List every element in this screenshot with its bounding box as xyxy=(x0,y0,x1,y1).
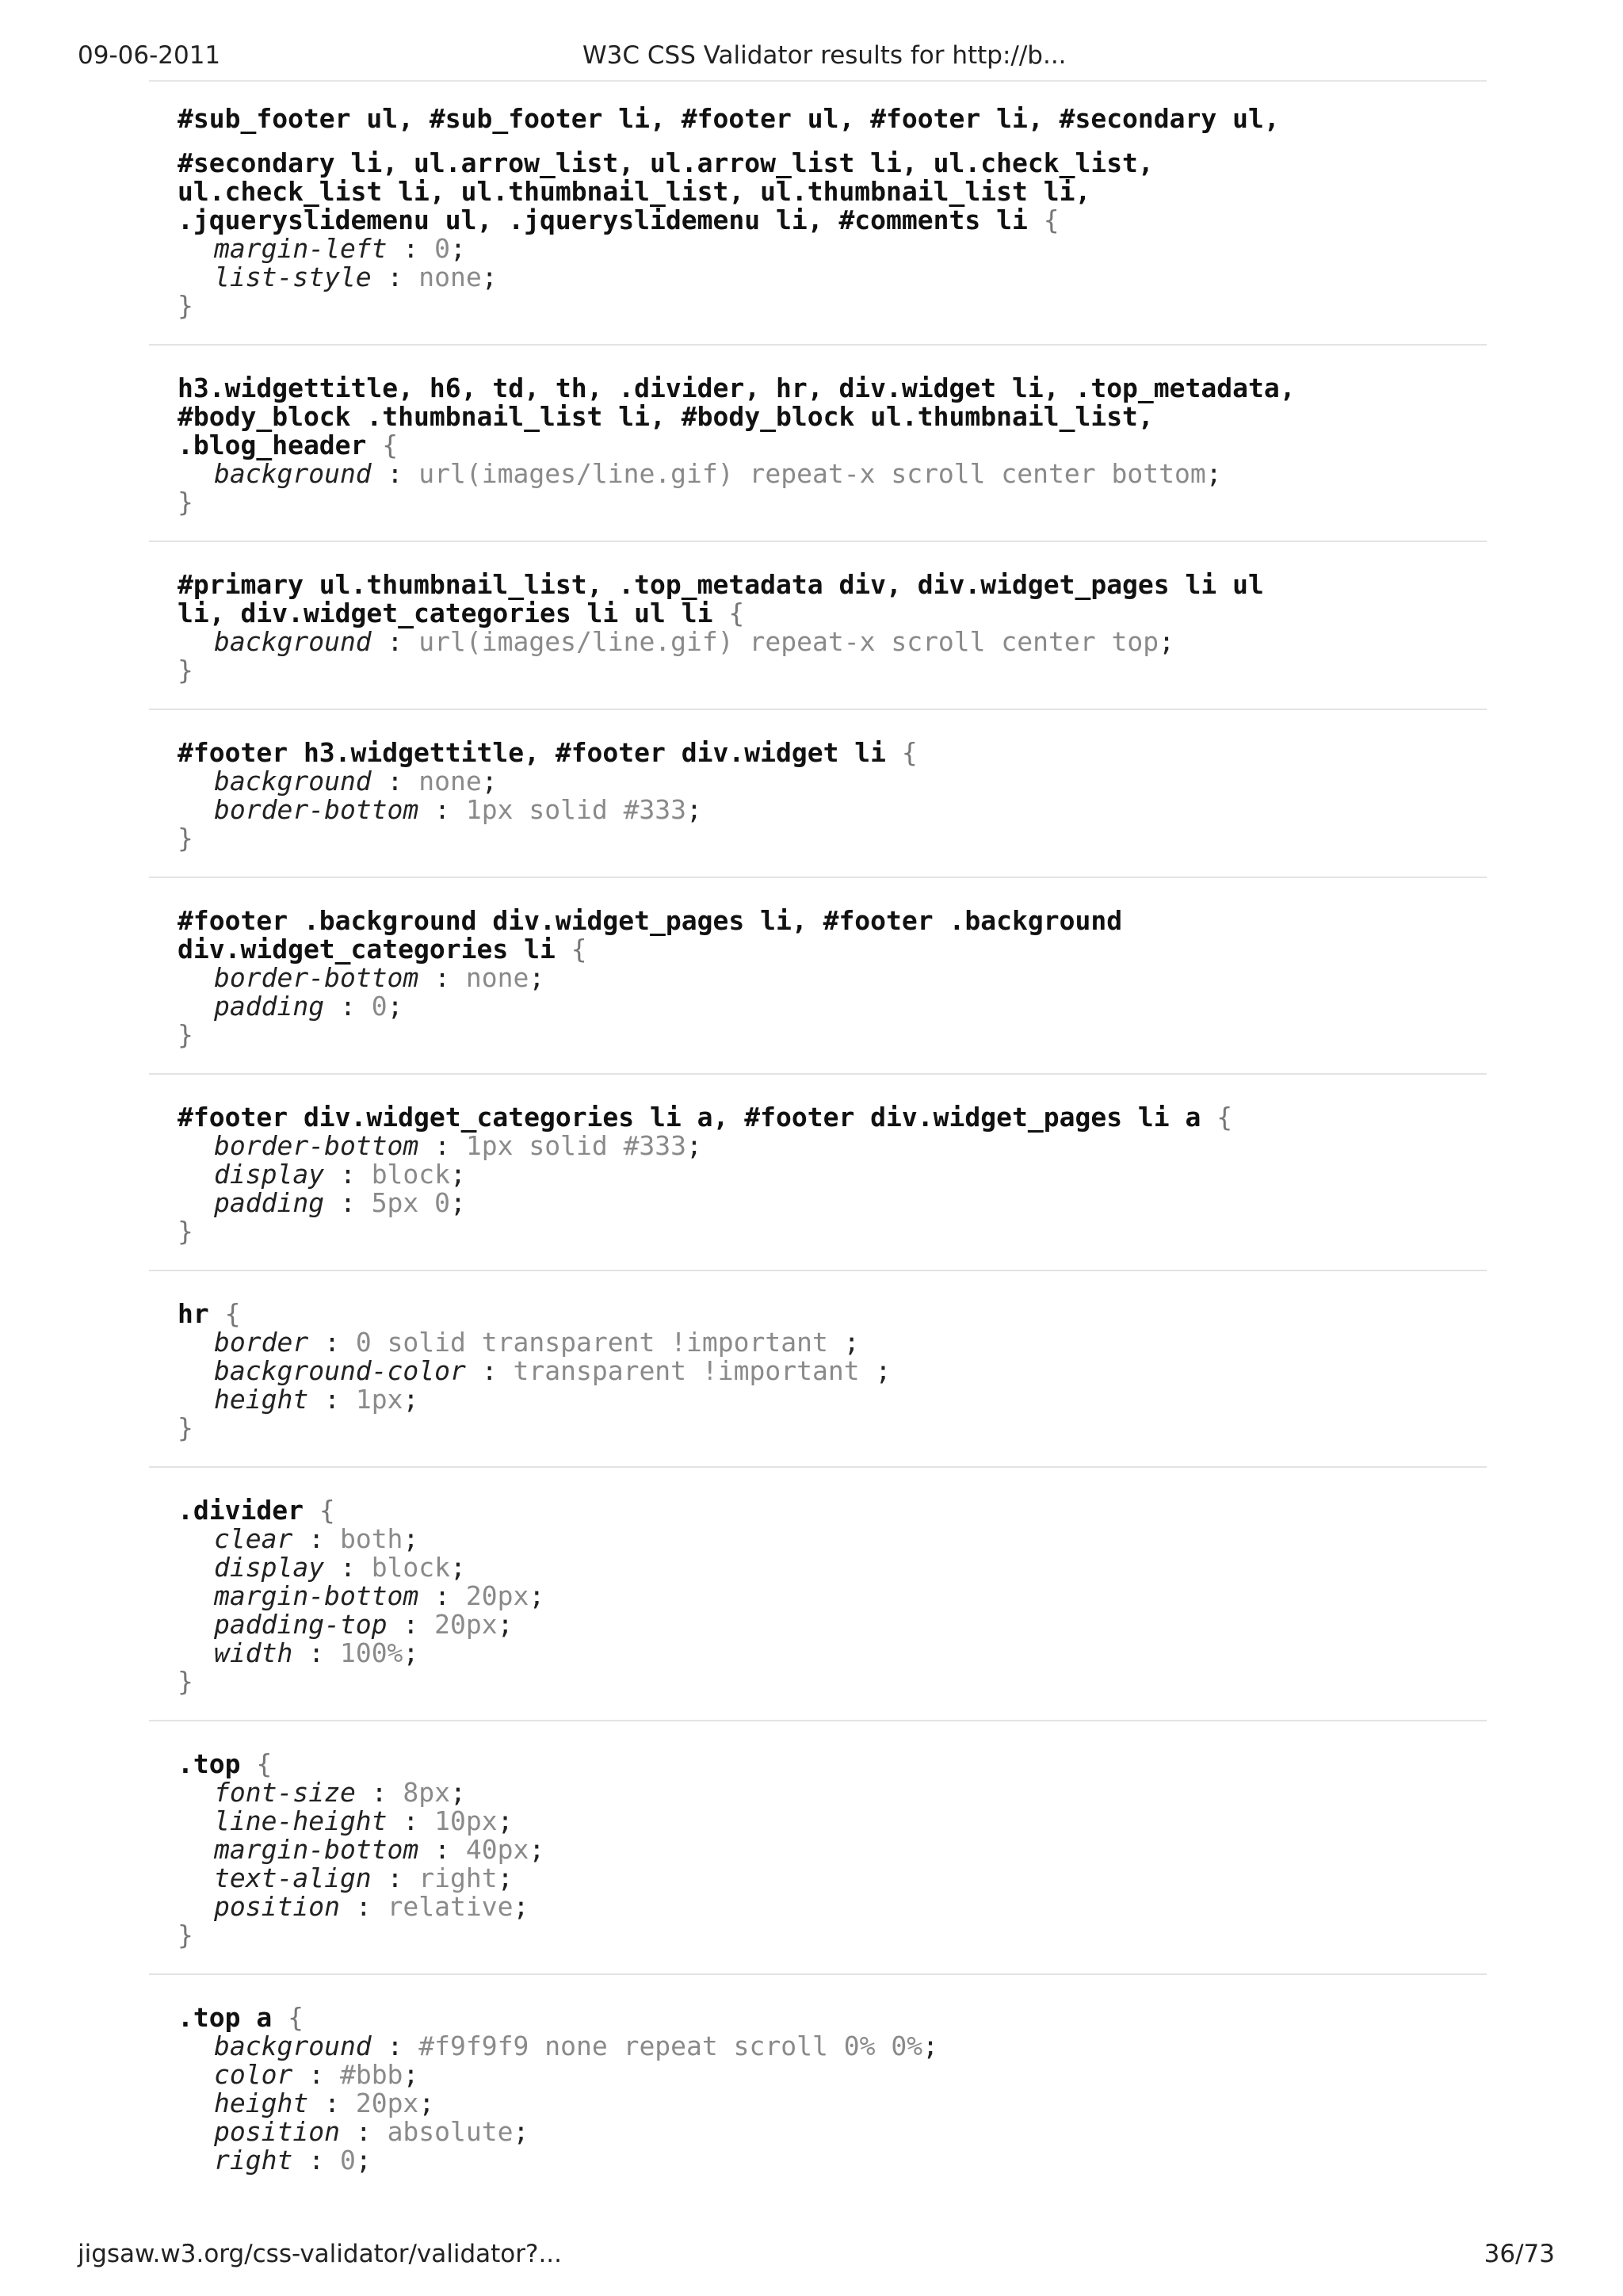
declaration-property: padding xyxy=(214,991,325,1022)
declaration-semicolon: ; xyxy=(1159,626,1174,657)
css-declaration xyxy=(214,1553,1487,1582)
declaration-property: background xyxy=(214,458,372,489)
declaration-property: margin-left xyxy=(214,233,388,264)
declaration-colon: : xyxy=(371,262,419,292)
css-rule xyxy=(149,710,1487,878)
rule-selector xyxy=(178,2004,1487,2032)
declaration-colon: : xyxy=(324,1187,372,1218)
open-brace: { xyxy=(1201,1102,1233,1133)
declaration-value: 20px xyxy=(434,1609,498,1640)
declaration-semicolon: ; xyxy=(922,2030,938,2061)
declaration-value: none xyxy=(465,962,529,993)
declaration-property: border-bottom xyxy=(214,962,419,993)
css-declaration xyxy=(214,964,1487,992)
selector-line: hr xyxy=(178,1298,209,1329)
declaration-colon: : xyxy=(418,1130,466,1161)
css-declaration xyxy=(214,1864,1487,1893)
declaration-colon: : xyxy=(371,1862,419,1893)
open-brace: { xyxy=(1027,204,1060,235)
declaration-value: 0 solid transparent !important xyxy=(355,1327,844,1358)
print-title: W3C CSS Validator results for http://b... xyxy=(582,41,1067,70)
css-declaration xyxy=(214,460,1487,488)
css-declaration xyxy=(214,263,1487,292)
declaration-colon: : xyxy=(418,794,466,825)
declaration-property: display xyxy=(214,1552,325,1583)
declaration-semicolon: ; xyxy=(403,1637,419,1668)
declaration-colon: : xyxy=(339,2116,388,2147)
declaration-semicolon: ; xyxy=(1205,458,1222,489)
selector-line: .top xyxy=(178,1748,241,1779)
declaration-colon: : xyxy=(324,991,372,1022)
declaration-property: line-height xyxy=(214,1805,388,1836)
rule-selector xyxy=(178,739,1487,767)
selector-line: #footer div.widget_categories li a, #footer div.widget_pages li a xyxy=(178,1102,1201,1133)
declaration-value: #f9f9f9 none repeat scroll 0% 0% xyxy=(418,2030,923,2061)
declaration-value: absolute xyxy=(387,2116,514,2147)
css-declaration xyxy=(214,1639,1487,1668)
css-declaration xyxy=(214,1160,1487,1189)
declaration-colon: : xyxy=(371,2030,419,2061)
declaration-property: background xyxy=(214,2030,372,2061)
close-brace: } xyxy=(178,655,193,686)
declaration-property: background xyxy=(214,626,372,657)
declaration-property: height xyxy=(214,1384,309,1415)
declaration-value: 0 xyxy=(339,2145,356,2176)
declaration-value: #bbb xyxy=(339,2059,403,2090)
declaration-semicolon: ; xyxy=(686,1130,702,1161)
declaration-colon: : xyxy=(387,1805,435,1836)
declaration-property: background xyxy=(214,766,372,797)
declaration-colon: : xyxy=(308,1327,356,1358)
declaration-colon: : xyxy=(371,626,419,657)
declaration-value: url(images/line.gif) repeat-x scroll center top xyxy=(418,626,1159,657)
declaration-semicolon: ; xyxy=(403,2059,419,2090)
declaration-semicolon: ; xyxy=(481,766,498,797)
page-number: 36/73 xyxy=(1484,2240,1555,2268)
css-declaration xyxy=(214,796,1487,824)
declaration-semicolon: ; xyxy=(450,1187,466,1218)
selector-line-wrap xyxy=(178,206,1487,235)
declaration-value: relative xyxy=(387,1891,514,1922)
declaration-property: position xyxy=(214,2116,340,2147)
selector-line-wrap xyxy=(178,1750,1487,1778)
declaration-semicolon: ; xyxy=(450,1159,466,1190)
selector-line-wrap xyxy=(178,2004,1487,2032)
declaration-property: width xyxy=(214,1637,293,1668)
close-brace: } xyxy=(178,1666,193,1697)
header-divider xyxy=(149,80,1487,82)
close-brace: } xyxy=(178,487,193,518)
close-brace: } xyxy=(178,1920,193,1950)
declaration-value: transparent !important xyxy=(513,1355,876,1386)
declaration-value: 1px solid #333 xyxy=(465,794,687,825)
selector-line: .jqueryslidemenu ul, .jqueryslidemenu li, #comments li xyxy=(178,204,1028,235)
declaration-semicolon: ; xyxy=(387,991,403,1022)
declaration-colon: : xyxy=(308,2088,356,2118)
declaration-value: url(images/line.gif) repeat-x scroll center bottom xyxy=(418,458,1206,489)
selector-line: #footer .background div.widget_pages li, #footer .background xyxy=(178,905,1123,936)
declaration-value: 1px solid #333 xyxy=(465,1130,687,1161)
selector-line-wrap xyxy=(178,935,1487,964)
css-declaration xyxy=(214,1189,1487,1217)
declaration-semicolon: ; xyxy=(450,1552,466,1583)
declaration-semicolon: ; xyxy=(418,2088,435,2118)
declaration-value: 20px xyxy=(465,1580,529,1611)
close-brace: } xyxy=(178,823,193,854)
selector-line-wrap xyxy=(178,739,1487,767)
close-brace: } xyxy=(178,1019,193,1050)
css-rule xyxy=(149,1075,1487,1271)
rule-selector xyxy=(178,374,1487,460)
declaration-colon: : xyxy=(324,1159,372,1190)
close-brace: } xyxy=(178,1412,193,1443)
declaration-property: background-color xyxy=(214,1355,466,1386)
selector-line: #body_block .thumbnail_list li, #body_block ul.thumbnail_list, xyxy=(178,401,1154,432)
css-declaration xyxy=(214,992,1487,1021)
declaration-colon: : xyxy=(387,1609,435,1640)
css-rule xyxy=(149,1975,1487,2199)
declaration-semicolon: ; xyxy=(875,1355,892,1386)
declaration-semicolon: ; xyxy=(450,233,466,264)
declaration-value: 40px xyxy=(465,1834,529,1865)
print-header xyxy=(78,41,1555,81)
css-rule-list xyxy=(149,105,1487,2199)
css-rule xyxy=(149,1721,1487,1975)
declaration-colon: : xyxy=(371,766,419,797)
css-declaration xyxy=(214,2061,1487,2089)
declaration-property: border xyxy=(214,1327,309,1358)
selector-line: #footer h3.widgettitle, #footer div.widget li xyxy=(178,737,887,768)
declaration-value: 5px 0 xyxy=(371,1187,451,1218)
declaration-property: clear xyxy=(214,1523,293,1554)
selector-line-wrap xyxy=(178,431,1487,460)
declaration-value: 100% xyxy=(339,1637,403,1668)
declaration-semicolon: ; xyxy=(529,1834,545,1865)
rule-selector xyxy=(178,105,1487,235)
declaration-value: block xyxy=(371,1159,451,1190)
declaration-semicolon: ; xyxy=(513,1891,529,1922)
declaration-property: border-bottom xyxy=(214,794,419,825)
selector-line: ul.check_list li, ul.thumbnail_list, ul.thumbnail_list li, xyxy=(178,176,1091,207)
open-brace: { xyxy=(555,934,587,965)
print-footer xyxy=(78,2240,1555,2279)
declaration-colon: : xyxy=(418,962,466,993)
declaration-colon: : xyxy=(308,1384,356,1415)
selector-line-wrap xyxy=(178,1103,1487,1132)
css-declaration xyxy=(214,235,1487,263)
declaration-semicolon: ; xyxy=(355,2145,372,2176)
open-brace: { xyxy=(303,1495,335,1526)
declaration-colon: : xyxy=(465,1355,514,1386)
declaration-semicolon: ; xyxy=(497,1805,514,1836)
css-declaration xyxy=(214,1893,1487,1921)
declaration-colon: : xyxy=(292,2059,340,2090)
selector-line: .top a xyxy=(178,2002,273,2033)
declaration-value: 8px xyxy=(403,1777,451,1808)
declaration-property: padding xyxy=(214,1187,325,1218)
declaration-property: display xyxy=(214,1159,325,1190)
selector-line: #secondary li, ul.arrow_list, ul.arrow_list li, ul.check_list, xyxy=(178,147,1154,178)
css-declaration xyxy=(214,1582,1487,1610)
css-declaration xyxy=(214,628,1487,656)
declaration-value: 0 xyxy=(371,991,388,1022)
css-declaration xyxy=(214,1836,1487,1864)
declaration-colon: : xyxy=(418,1580,466,1611)
declaration-value: none xyxy=(418,766,482,797)
print-url: jigsaw.w3.org/css-validator/validator?... xyxy=(78,2240,563,2268)
open-brace: { xyxy=(240,1748,273,1779)
css-declaration xyxy=(214,1807,1487,1836)
css-rule xyxy=(149,1468,1487,1721)
declaration-semicolon: ; xyxy=(403,1384,419,1415)
declaration-value: 20px xyxy=(355,2088,419,2118)
css-declaration xyxy=(214,2032,1487,2061)
declaration-semicolon: ; xyxy=(529,1580,545,1611)
close-brace: } xyxy=(178,290,193,321)
selector-line: #sub_footer ul, #sub_footer li, #footer ul, #footer li, #secondary ul, xyxy=(178,103,1280,134)
selector-line: li, div.widget_categories li ul li xyxy=(178,598,713,628)
declaration-colon: : xyxy=(371,458,419,489)
declaration-property: font-size xyxy=(214,1777,356,1808)
selector-line: #primary ul.thumbnail_list, .top_metadata div, div.widget_pages li ul xyxy=(178,569,1264,600)
css-declaration xyxy=(214,2089,1487,2118)
declaration-value: 10px xyxy=(434,1805,498,1836)
open-brace: { xyxy=(712,598,745,628)
open-brace: { xyxy=(886,737,918,768)
declaration-property: right xyxy=(214,2145,293,2176)
rule-selector xyxy=(178,1300,1487,1328)
print-date: 09-06-2011 xyxy=(78,41,221,70)
css-rule xyxy=(149,878,1487,1075)
declaration-colon: : xyxy=(387,233,435,264)
declaration-colon: : xyxy=(292,1637,340,1668)
css-declaration xyxy=(214,1525,1487,1553)
open-brace: { xyxy=(366,430,399,460)
declaration-semicolon: ; xyxy=(497,1862,514,1893)
declaration-colon: : xyxy=(292,1523,340,1554)
declaration-value: 1px xyxy=(355,1384,403,1415)
declaration-property: height xyxy=(214,2088,309,2118)
rule-selector xyxy=(178,1103,1487,1132)
declaration-value: 0 xyxy=(434,233,451,264)
css-rule xyxy=(149,346,1487,542)
declaration-semicolon: ; xyxy=(529,962,545,993)
declaration-semicolon: ; xyxy=(497,1609,514,1640)
declaration-property: list-style xyxy=(214,262,372,292)
declaration-property: position xyxy=(214,1891,340,1922)
declaration-value: none xyxy=(418,262,482,292)
declaration-property: border-bottom xyxy=(214,1130,419,1161)
css-declaration xyxy=(214,1778,1487,1807)
css-declaration xyxy=(214,1610,1487,1639)
rule-selector xyxy=(178,907,1487,964)
selector-line: div.widget_categories li xyxy=(178,934,556,965)
selector-line-wrap xyxy=(178,1496,1487,1525)
declaration-property: padding-top xyxy=(214,1609,388,1640)
selector-line: h3.widgettitle, h6, td, th, .divider, hr, div.widget li, .top_metadata, xyxy=(178,372,1296,403)
declaration-semicolon: ; xyxy=(513,2116,529,2147)
css-declaration xyxy=(214,767,1487,796)
declaration-semicolon: ; xyxy=(843,1327,860,1358)
open-brace: { xyxy=(272,2002,304,2033)
declaration-property: color xyxy=(214,2059,293,2090)
css-declaration xyxy=(214,1357,1487,1385)
rule-selector xyxy=(178,571,1487,628)
selector-line-wrap xyxy=(178,1300,1487,1328)
css-declaration xyxy=(214,2118,1487,2146)
declaration-semicolon: ; xyxy=(686,794,702,825)
rule-selector xyxy=(178,1750,1487,1778)
declaration-property: text-align xyxy=(214,1862,372,1893)
css-declaration xyxy=(214,1328,1487,1357)
css-rule xyxy=(149,542,1487,710)
declaration-colon: : xyxy=(339,1891,388,1922)
declaration-value: right xyxy=(418,1862,498,1893)
css-rule xyxy=(149,1271,1487,1468)
declaration-semicolon: ; xyxy=(450,1777,466,1808)
declaration-semicolon: ; xyxy=(481,262,498,292)
css-declaration xyxy=(214,1385,1487,1414)
declaration-value: both xyxy=(339,1523,403,1554)
selector-line: .blog_header xyxy=(178,430,367,460)
declaration-colon: : xyxy=(324,1552,372,1583)
selector-line-wrap xyxy=(178,599,1487,628)
declaration-semicolon: ; xyxy=(403,1523,419,1554)
css-declaration xyxy=(214,1132,1487,1160)
declaration-colon: : xyxy=(418,1834,466,1865)
open-brace: { xyxy=(208,1298,241,1329)
declaration-value: block xyxy=(371,1552,451,1583)
css-rule xyxy=(149,105,1487,346)
declaration-property: margin-bottom xyxy=(214,1834,419,1865)
declaration-colon: : xyxy=(355,1777,403,1808)
declaration-property: margin-bottom xyxy=(214,1580,419,1611)
close-brace: } xyxy=(178,1216,193,1247)
declaration-colon: : xyxy=(292,2145,340,2176)
css-declaration xyxy=(214,2146,1487,2175)
selector-line: .divider xyxy=(178,1495,304,1526)
rule-selector xyxy=(178,1496,1487,1525)
